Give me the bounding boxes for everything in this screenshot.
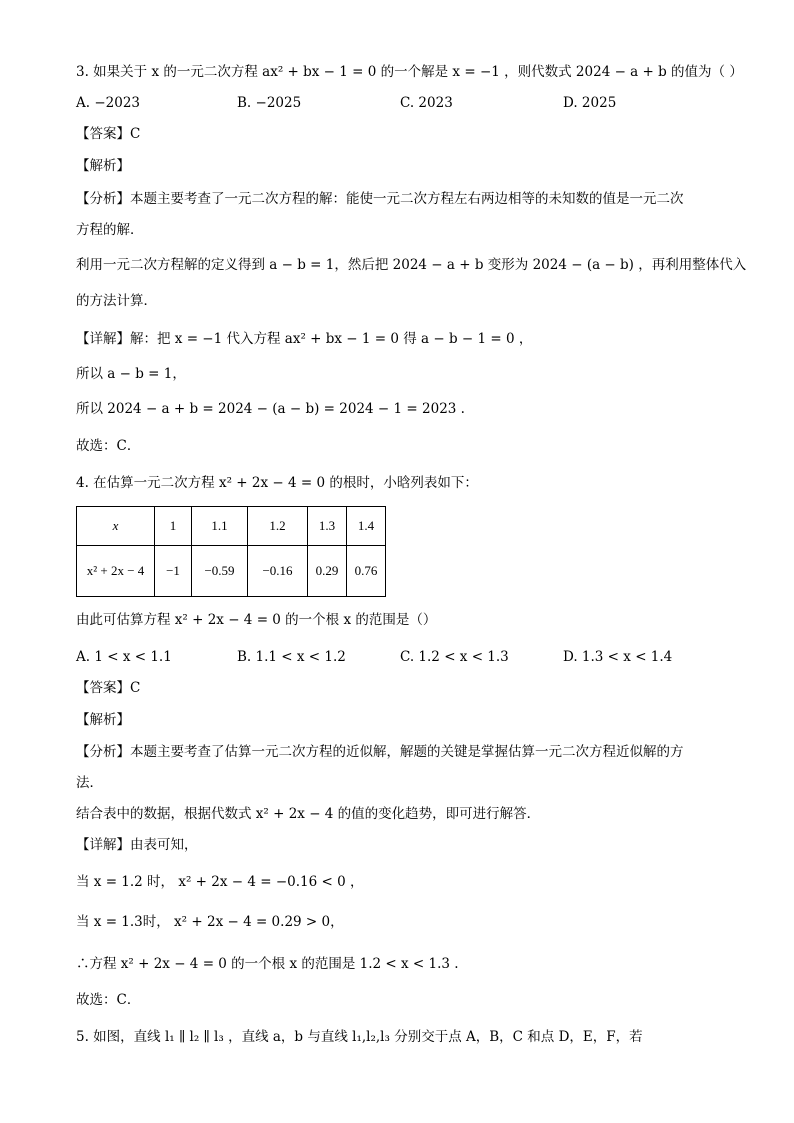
q4-option-a: A. 1 < x < 1.1 xyxy=(76,649,172,665)
table-cell: 1.2 xyxy=(248,507,308,546)
q4-answer: 【答案】C xyxy=(76,680,141,696)
table-cell: 0.29 xyxy=(308,546,347,597)
estimate-table xyxy=(76,506,386,597)
q4-xiangjie-line-3: 当 x = 1.3时， x² + 2x − 4 = 0.29 > 0， xyxy=(76,914,344,930)
q4-stem: 4. 在估算一元二次方程 x² + 2x − 4 = 0 的根时，小晗列表如下： xyxy=(76,475,478,491)
q4-xiangjie-line-2: 当 x = 1.2 时， x² + 2x − 4 = −0.16 < 0 ， xyxy=(76,874,364,890)
table-cell: 1.4 xyxy=(347,507,386,546)
q3-xiangjie-line-2: 所以 a − b = 1， xyxy=(76,366,186,382)
q3-option-a: A. −2023 xyxy=(76,95,140,111)
q3-xiangjie-line-3: 所以 2024 − a + b = 2024 − (a − b) = 2024 − 1 = 2023 . xyxy=(76,401,465,417)
q4-option-d: D. 1.3 < x < 1.4 xyxy=(563,649,673,665)
q4-choose: 故选：C． xyxy=(76,992,141,1008)
table-cell: −1 xyxy=(155,546,192,597)
q4-xiangjie-line-4: ∴方程 x² + 2x − 4 = 0 的一个根 x 的范围是 1.2 < x < 1.3 . xyxy=(76,956,459,972)
q3-option-d: D. 2025 xyxy=(563,95,617,111)
q4-analysis-title: 【解析】 xyxy=(76,712,130,728)
q3-option-b: B. −2025 xyxy=(237,95,302,111)
table-cell: 1.1 xyxy=(192,507,248,546)
table-cell: −0.16 xyxy=(248,546,308,597)
q3-xiangjie-line-1: 【详解】解：把 x = −1 代入方程 ax² + bx − 1 = 0 得 a − b − 1 = 0 ， xyxy=(76,331,533,347)
table-row xyxy=(77,546,386,597)
q4-fenxi-line-2: 法． xyxy=(76,775,103,791)
q3-answer: 【答案】C xyxy=(76,126,141,142)
q3-fenxi-line-4: 的方法计算． xyxy=(76,293,157,309)
q5-stem: 5. 如图，直线 l₁ ∥ l₂ ∥ l₃ ，直线 a，b 与直线 l₁,l₂,l₃ 分别交于点 A，B，C 和点 D，E，F，若 xyxy=(76,1029,643,1045)
q3-analysis-title: 【解析】 xyxy=(76,158,130,174)
table-cell: x xyxy=(77,507,155,546)
q3-fenxi-line-1: 【分析】本题主要考查了一元二次方程的解：能使一元二次方程左右两边相等的未知数的值是一元二次 xyxy=(76,191,684,207)
table-cell: 0.76 xyxy=(347,546,386,597)
q4-question: 由此可估算方程 x² + 2x − 4 = 0 的一个根 x 的范围是（） xyxy=(76,612,437,628)
q4-xiangjie-line-1: 【详解】由表可知， xyxy=(76,837,198,853)
q4-fenxi-line-1: 【分析】本题主要考查了估算一元二次方程的近似解，解题的关键是掌握估算一元二次方程近似解的方 xyxy=(76,744,684,760)
table-cell: −0.59 xyxy=(192,546,248,597)
q3-option-c: C. 2023 xyxy=(400,95,453,111)
q4-fenxi-line-3: 结合表中的数据，根据代数式 x² + 2x − 4 的值的变化趋势，即可进行解答． xyxy=(76,806,541,822)
table-cell: x² + 2x − 4 xyxy=(77,546,155,597)
q3-fenxi-line-3: 利用一元二次方程解的定义得到 a − b = 1，然后把 2024 − a + b 变形为 2024 − (a − b) ，再利用整体代入 xyxy=(76,257,747,273)
q4-option-c: C. 1.2 < x < 1.3 xyxy=(400,649,509,665)
q3-stem: 3. 如果关于 x 的一元二次方程 ax² + bx − 1 = 0 的一个解是 x = −1 ，则代数式 2024 − a + b 的值为（ ） xyxy=(76,64,743,80)
table-cell: 1.3 xyxy=(308,507,347,546)
table-cell: 1 xyxy=(155,507,192,546)
q3-fenxi-line-2: 方程的解． xyxy=(76,222,144,238)
q4-option-b: B. 1.1 < x < 1.2 xyxy=(237,649,346,665)
q3-choose: 故选：C． xyxy=(76,438,141,454)
table-row xyxy=(77,507,386,546)
